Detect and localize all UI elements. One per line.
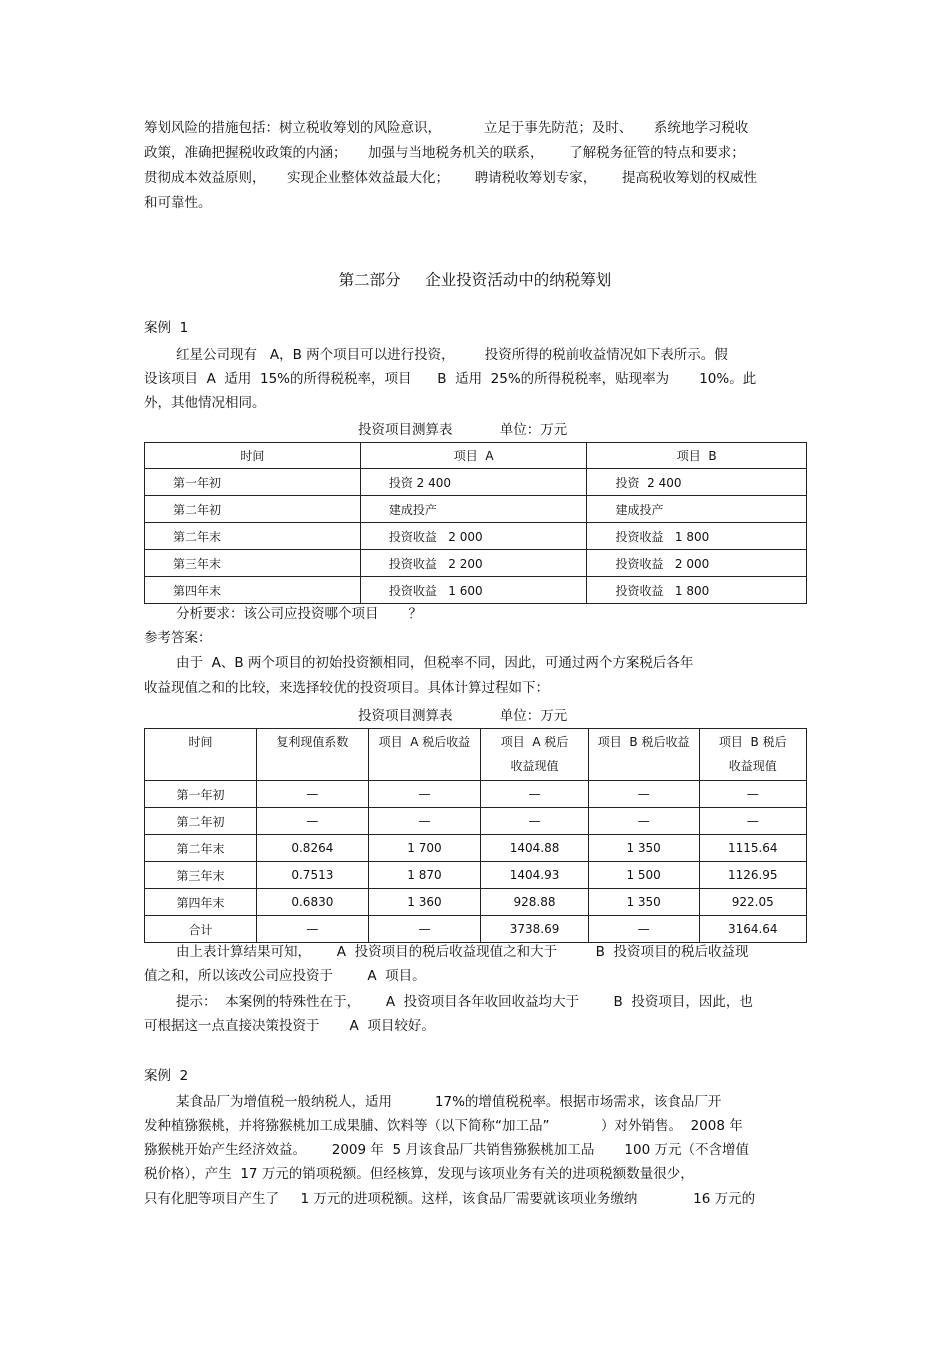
header-text: 时间	[188, 735, 213, 749]
table-row	[145, 523, 807, 550]
table-cell: 1 870	[368, 862, 481, 889]
table-row	[145, 808, 807, 835]
table-cell: 1 360	[368, 889, 481, 916]
answer-line: 由于 A、B 两个项目的初始投资额相同，但税率不同，因此，可通过两个方案税后各年	[176, 655, 694, 671]
table-cell: 投资收益 1 600	[360, 577, 587, 604]
table-cell: 1126.95	[699, 862, 806, 889]
case1-desc-line: 设该项目 A 适用 15%的所得税税率，项目 B 适用 25%的所得税税率，贴现率为 10%。此	[144, 371, 757, 387]
table-cell: —	[699, 781, 806, 808]
table-cell: 合计	[145, 916, 257, 943]
table-cell: 投资收益 2 000	[587, 550, 807, 577]
table-cell: 928.88	[481, 889, 588, 916]
table-cell: 第二年初	[145, 496, 361, 523]
header-cell	[145, 729, 257, 781]
table-row	[145, 889, 807, 916]
table-cell: 投资收益 2 200	[360, 550, 587, 577]
header-text: 收益现值	[510, 759, 559, 773]
question: 分析要求：该公司应投资哪个项目 ？	[176, 606, 423, 622]
table-cell: —	[588, 781, 699, 808]
table-cell: —	[257, 916, 368, 943]
table-cell: 1 700	[368, 835, 481, 862]
header-cell: 项目 B	[587, 443, 807, 469]
table-cell: 3164.64	[699, 916, 806, 943]
table-cell: 0.7513	[257, 862, 368, 889]
header-text: 收益现值	[728, 759, 777, 773]
table-cell: 第一年初	[145, 781, 257, 808]
table-cell: 第四年末	[145, 577, 361, 604]
table-cell: 1115.64	[699, 835, 806, 862]
case2-heading: 案例 2	[144, 1068, 189, 1084]
table-cell: —	[368, 781, 481, 808]
header-text: 项目 A 税后收益	[378, 735, 471, 749]
table-row	[145, 577, 807, 604]
table-cell: 1404.93	[481, 862, 588, 889]
table-cell: 投资 2 400	[587, 469, 807, 496]
table-cell: 第一年初	[145, 469, 361, 496]
part-title: 第二部分 企业投资活动中的纳税筹划	[338, 271, 612, 289]
table-cell: 第四年末	[145, 889, 257, 916]
table-cell: 第三年末	[145, 862, 257, 889]
table-cell: 第二年末	[145, 835, 257, 862]
tip-line: 提示： 本案例的特殊性在于， A 投资项目各年收回收益均大于 B 投资项目，因此，也	[176, 994, 753, 1010]
table-cell: 第二年末	[145, 523, 361, 550]
table-cell: —	[588, 808, 699, 835]
table-row	[145, 862, 807, 889]
table-row	[145, 550, 807, 577]
table-cell: 0.8264	[257, 835, 368, 862]
table-row	[145, 496, 807, 523]
header-text: 复利现值系数	[276, 735, 349, 749]
investment-table-1	[144, 442, 807, 604]
investment-table-2	[144, 728, 807, 943]
case1-desc-line: 外，其他情况相同。	[144, 395, 266, 411]
case2-line: 发种植猕猴桃，并将猕猴桃加工成果脯、饮料等（以下简称“加工品” ）对外销售。 2008 年	[144, 1118, 743, 1134]
header-text: 项目 A 税后	[500, 735, 569, 749]
intro-line: 政策，准确把握税收政策的内涵； 加强与当地税务机关的联系， 了解税务征管的特点和要求；	[144, 145, 745, 161]
header-cell	[588, 729, 699, 781]
table-cell: —	[257, 781, 368, 808]
table-total-row	[145, 916, 807, 943]
table-cell: —	[481, 808, 588, 835]
header-cell	[481, 729, 588, 781]
header-cell	[257, 729, 368, 781]
table-header-row	[145, 729, 807, 781]
table1-caption: 投资项目测算表 单位：万元	[358, 422, 568, 438]
table-cell: 投资收益 2 000	[360, 523, 587, 550]
table-cell: 第二年初	[145, 808, 257, 835]
intro-line: 贯彻成本效益原则， 实现企业整体效益最大化； 聘请税收筹划专家， 提高税收筹划的权威性	[144, 170, 757, 186]
case2-line: 猕猴桃开始产生经济效益。 2009 年 5 月该食品厂共销售猕猴桃加工品 100 万元（不含增值	[144, 1142, 749, 1158]
case1-heading: 案例 1	[144, 320, 189, 336]
table-row	[145, 781, 807, 808]
table-header-row	[145, 443, 807, 469]
table-cell: 建成投产	[587, 496, 807, 523]
answer-label: 参考答案：	[144, 630, 212, 646]
table-cell: —	[481, 781, 588, 808]
table-cell: —	[368, 808, 481, 835]
table-cell: 第三年末	[145, 550, 361, 577]
answer-line: 收益现值之和的比较，来选择较优的投资项目。具体计算过程如下：	[144, 680, 549, 696]
case1-desc-line: 红星公司现有 A，B 两个项目可以进行投资， 投资所得的税前收益情况如下表所示。假	[176, 347, 728, 363]
table-cell: 投资 2 400	[360, 469, 587, 496]
header-cell: 时间	[145, 443, 361, 469]
table-cell: 投资收益 1 800	[587, 577, 807, 604]
table-cell: 投资收益 1 800	[587, 523, 807, 550]
case2-line: 只有化肥等项目产生了 1 万元的进项税额。这样，该食品厂需要就该项业务缴纳 16 万元的	[144, 1191, 756, 1207]
table-cell: 1 500	[588, 862, 699, 889]
table-row	[145, 835, 807, 862]
conclusion-line: 由上表计算结果可知， A 投资项目的税后收益现值之和大于 B 投资项目的税后收益现	[176, 944, 749, 960]
table-cell: —	[257, 808, 368, 835]
table-row	[145, 469, 807, 496]
header-text: 项目 B 税后收益	[597, 735, 690, 749]
table-cell: 1 350	[588, 889, 699, 916]
table-cell: 0.6830	[257, 889, 368, 916]
table-cell: 922.05	[699, 889, 806, 916]
table2-caption: 投资项目测算表 单位：万元	[358, 708, 568, 724]
table-cell: 1404.88	[481, 835, 588, 862]
table-cell: —	[588, 916, 699, 943]
table-cell: 3738.69	[481, 916, 588, 943]
header-cell: 项目 A	[360, 443, 587, 469]
case2-line: 税价格），产生 17 万元的销项税额。但经核算，发现与该项业务有关的进项税额数量很少，	[144, 1166, 694, 1182]
header-cell	[368, 729, 481, 781]
conclusion-line: 值之和，所以该改公司应投资于 A 项目。	[144, 968, 426, 984]
table-cell: —	[699, 808, 806, 835]
table-cell: 1 350	[588, 835, 699, 862]
intro-line: 和可靠性。	[144, 195, 212, 211]
table-cell: 建成投产	[360, 496, 587, 523]
table-cell: —	[368, 916, 481, 943]
header-text: 项目 B 税后	[718, 735, 787, 749]
intro-line: 筹划风险的措施包括：树立税收筹划的风险意识， 立足于事先防范；及时、 系统地学习税收	[144, 120, 749, 136]
header-cell	[699, 729, 806, 781]
tip-line: 可根据这一点直接决策投资于 A 项目较好。	[144, 1018, 435, 1034]
case2-line: 某食品厂为增值税一般纳税人，适用 17%的增值税税率。根据市场需求，该食品厂开	[176, 1094, 722, 1110]
